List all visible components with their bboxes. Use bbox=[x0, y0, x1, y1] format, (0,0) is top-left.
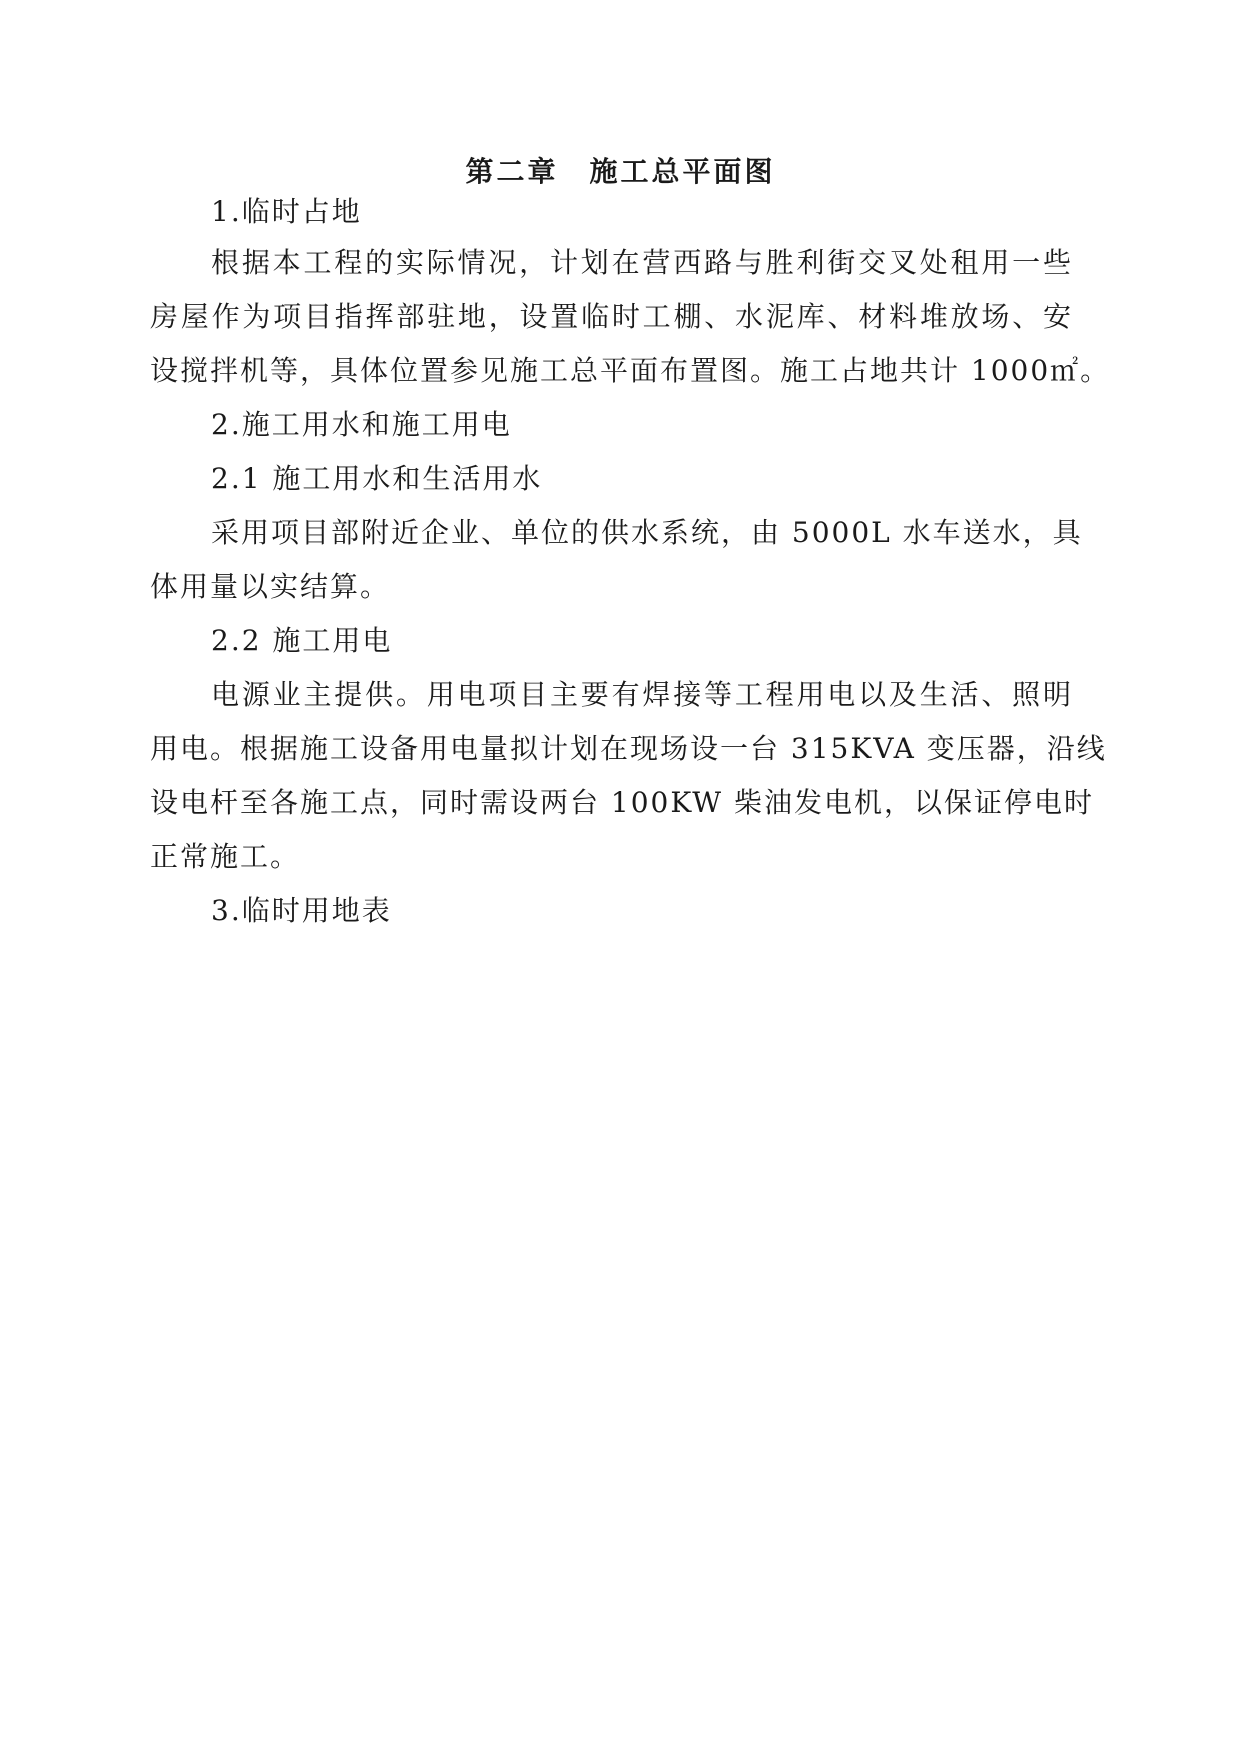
paragraph-line: 根据本工程的实际情况，计划在营西路与胜利街交叉处租用一些 bbox=[211, 246, 1073, 279]
section-heading-land-table: 3.临时用地表 bbox=[211, 894, 392, 927]
chapter-title: 第二章 施工总平面图 bbox=[465, 155, 776, 188]
subsection-heading-electricity: 2.2 施工用电 bbox=[211, 624, 393, 657]
subsection-heading-water: 2.1 施工用水和生活用水 bbox=[211, 462, 543, 495]
paragraph-line: 采用项目部附近企业、单位的供水系统，由 5000L 水车送水，具 bbox=[211, 516, 1083, 549]
section-heading-water-electricity: 2.施工用水和施工用电 bbox=[211, 408, 512, 441]
paragraph-line: 正常施工。 bbox=[150, 840, 301, 873]
paragraph-line: 用电。根据施工设备用电量拟计划在现场设一台 315KVA 变压器，沿线 bbox=[150, 732, 1107, 765]
paragraph-line: 电源业主提供。用电项目主要有焊接等工程用电以及生活、照明 bbox=[211, 678, 1073, 711]
paragraph-line: 设电杆至各施工点，同时需设两台 100KW 柴油发电机，以保证停电时 bbox=[150, 786, 1094, 819]
paragraph-line: 房屋作为项目指挥部驻地，设置临时工棚、水泥库、材料堆放场、安 bbox=[150, 300, 1073, 333]
section-heading-temporary-land: 1.临时占地 bbox=[211, 195, 362, 228]
paragraph-line: 体用量以实结算。 bbox=[150, 570, 391, 603]
paragraph-line: 设搅拌机等，具体位置参见施工总平面布置图。施工占地共计 1000㎡。 bbox=[150, 354, 1111, 387]
